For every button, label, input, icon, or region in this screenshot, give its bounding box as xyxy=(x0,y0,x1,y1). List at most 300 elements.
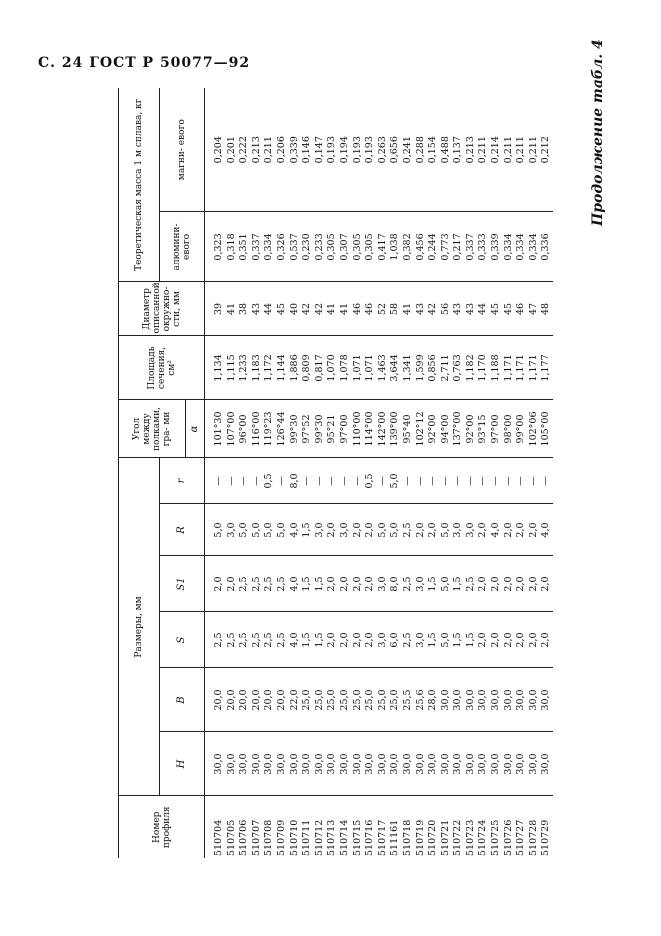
cell-H: 30,0 xyxy=(465,732,478,796)
cell-R: 5,0 xyxy=(205,504,226,556)
cell-B: 20,0 xyxy=(226,668,239,732)
cell-r: — xyxy=(415,458,428,504)
cell-B: 30,0 xyxy=(465,668,478,732)
cell-area: 1,182 xyxy=(465,336,478,400)
table-row xyxy=(389,88,402,858)
cell-angle: 95°40 xyxy=(402,400,415,458)
cell-profile: 510717 xyxy=(376,819,388,856)
cell-mg: 0,241 xyxy=(402,88,415,212)
header-aluminium: алюмини- евого xyxy=(160,212,205,282)
cell-H: 30,0 xyxy=(251,732,264,796)
cell-H: 30,0 xyxy=(314,732,327,796)
cell-R: 2,5 xyxy=(402,504,415,556)
cell-R: 1,5 xyxy=(301,504,314,556)
cell-mg: 0,288 xyxy=(415,88,428,212)
cell-al: 0,537 xyxy=(289,212,302,282)
cell-S: 2,0 xyxy=(528,612,541,668)
cell-S1: 2,0 xyxy=(540,556,553,612)
cell-R: 2,0 xyxy=(415,504,428,556)
cell-profile: 510716 xyxy=(364,819,376,856)
cell-diam: 42 xyxy=(301,282,314,336)
table-row xyxy=(440,88,453,858)
cell-al: 0,382 xyxy=(402,212,415,282)
cell-mg: 0,146 xyxy=(301,88,314,212)
cell-angle: 97°00 xyxy=(339,400,352,458)
cell-B: 30,0 xyxy=(452,668,465,732)
cell-angle: 142°00 xyxy=(377,400,390,458)
table-row xyxy=(515,88,528,858)
profile-table xyxy=(118,88,553,858)
cell-diam: 41 xyxy=(339,282,352,336)
cell-R: 5,0 xyxy=(276,504,289,556)
cell-profile: 510720 xyxy=(427,819,439,856)
cell-area: 1,115 xyxy=(226,336,239,400)
cell-area: 1,144 xyxy=(276,336,289,400)
cell-r: — xyxy=(528,458,541,504)
cell-S: 2,5 xyxy=(402,612,415,668)
cell-area: 0,763 xyxy=(452,336,465,400)
cell-profile: 510719 xyxy=(414,819,426,856)
cell-H: 30,0 xyxy=(402,732,415,796)
cell-angle: 98°00 xyxy=(503,400,516,458)
cell-S: 2,0 xyxy=(477,612,490,668)
cell-r: 5,0 xyxy=(389,458,402,504)
cell-area: 1,078 xyxy=(339,336,352,400)
cell-profile: 510709 xyxy=(275,819,287,856)
cell-mg: 0,193 xyxy=(352,88,365,212)
cell-angle: 92°00 xyxy=(465,400,478,458)
cell-diam: 46 xyxy=(364,282,377,336)
cell-al: 0,337 xyxy=(251,212,264,282)
cell-mg: 0,263 xyxy=(377,88,390,212)
cell-R: 2,0 xyxy=(427,504,440,556)
cell-R: 2,0 xyxy=(352,504,365,556)
cell-area: 1,341 xyxy=(402,336,415,400)
cell-S: 2,5 xyxy=(205,612,226,668)
cell-mg: 0,193 xyxy=(326,88,339,212)
cell-profile: 510708 xyxy=(263,819,275,856)
cell-B: 22,0 xyxy=(289,668,302,732)
cell-H: 30,0 xyxy=(326,732,339,796)
cell-B: 30,0 xyxy=(503,668,516,732)
cell-R: 3,0 xyxy=(314,504,327,556)
cell-R: 5,0 xyxy=(377,504,390,556)
cell-al: 0,334 xyxy=(503,212,516,282)
cell-R: 3,0 xyxy=(226,504,239,556)
table-row xyxy=(540,88,553,858)
table-row xyxy=(205,88,226,858)
header-alpha: α xyxy=(186,400,205,458)
cell-area: 1,134 xyxy=(205,336,226,400)
cell-B: 30,0 xyxy=(540,668,553,732)
cell-mg: 0,214 xyxy=(490,88,503,212)
cell-B: 20,0 xyxy=(251,668,264,732)
table-row xyxy=(326,88,339,858)
cell-al: 0,334 xyxy=(528,212,541,282)
header-R: R xyxy=(160,504,205,556)
cell-al: 0,305 xyxy=(364,212,377,282)
cell-profile: 510726 xyxy=(502,819,514,856)
cell-S1: 2,0 xyxy=(226,556,239,612)
cell-S1: 2,0 xyxy=(477,556,490,612)
cell-area: 1,171 xyxy=(515,336,528,400)
cell-B: 20,0 xyxy=(263,668,276,732)
cell-R: 2,0 xyxy=(477,504,490,556)
header-area: Площадь сечения, см² xyxy=(119,336,205,400)
cell-profile: 510723 xyxy=(464,819,476,856)
cell-al: 0,217 xyxy=(452,212,465,282)
cell-r: — xyxy=(276,458,289,504)
cell-B: 25,0 xyxy=(326,668,339,732)
cell-area: 1,172 xyxy=(263,336,276,400)
cell-al: 0,334 xyxy=(515,212,528,282)
cell-H: 30,0 xyxy=(276,732,289,796)
cell-H: 30,0 xyxy=(205,732,226,796)
cell-area: 1,070 xyxy=(326,336,339,400)
cell-H: 30,0 xyxy=(352,732,365,796)
cell-mg: 0,201 xyxy=(226,88,239,212)
cell-area: 0,817 xyxy=(314,336,327,400)
cell-diam: 38 xyxy=(238,282,251,336)
table-row xyxy=(238,88,251,858)
cell-al: 0,244 xyxy=(427,212,440,282)
cell-al: 0,351 xyxy=(238,212,251,282)
cell-S: 1,5 xyxy=(427,612,440,668)
cell-diam: 46 xyxy=(515,282,528,336)
cell-al: 0,233 xyxy=(314,212,327,282)
cell-S: 2,0 xyxy=(352,612,365,668)
cell-area: 1,183 xyxy=(251,336,264,400)
cell-R: 5,0 xyxy=(440,504,453,556)
cell-area: 1,599 xyxy=(415,336,428,400)
cell-S1: 1,5 xyxy=(314,556,327,612)
cell-S: 2,0 xyxy=(326,612,339,668)
cell-R: 3,0 xyxy=(339,504,352,556)
cell-angle: 110°00 xyxy=(352,400,365,458)
cell-R: 2,0 xyxy=(364,504,377,556)
cell-angle: 99°30 xyxy=(289,400,302,458)
cell-S: 2,0 xyxy=(490,612,503,668)
cell-R: 5,0 xyxy=(251,504,264,556)
cell-B: 25,6 xyxy=(415,668,428,732)
cell-r: — xyxy=(427,458,440,504)
cell-H: 30,0 xyxy=(540,732,553,796)
cell-S1: 2,0 xyxy=(503,556,516,612)
cell-area: 3,644 xyxy=(389,336,402,400)
cell-r: — xyxy=(251,458,264,504)
cell-S1: 8,0 xyxy=(389,556,402,612)
cell-al: 0,318 xyxy=(226,212,239,282)
cell-S1: 2,5 xyxy=(402,556,415,612)
cell-S: 1,5 xyxy=(314,612,327,668)
cell-r: 8,0 xyxy=(289,458,302,504)
cell-angle: 92°00 xyxy=(427,400,440,458)
cell-diam: 42 xyxy=(427,282,440,336)
cell-B: 25,0 xyxy=(377,668,390,732)
cell-angle: 114°00 xyxy=(364,400,377,458)
cell-S: 1,5 xyxy=(465,612,478,668)
cell-S: 2,0 xyxy=(364,612,377,668)
cell-mg: 0,339 xyxy=(289,88,302,212)
table-row xyxy=(528,88,541,858)
cell-profile: 511161 xyxy=(389,819,401,856)
cell-H: 30,0 xyxy=(263,732,276,796)
cell-S: 3,0 xyxy=(415,612,428,668)
cell-H: 30,0 xyxy=(226,732,239,796)
cell-r: 0,5 xyxy=(364,458,377,504)
cell-H: 30,0 xyxy=(415,732,428,796)
cell-S: 2,5 xyxy=(226,612,239,668)
cell-profile: 510705 xyxy=(225,819,237,856)
cell-mg: 0,211 xyxy=(515,88,528,212)
header-profile: Номер профиля xyxy=(119,796,205,858)
cell-profile: 510707 xyxy=(250,819,262,856)
table-row xyxy=(427,88,440,858)
cell-S1: 3,0 xyxy=(377,556,390,612)
cell-area: 1,233 xyxy=(238,336,251,400)
cell-area: 1,177 xyxy=(540,336,553,400)
cell-al: 0,333 xyxy=(477,212,490,282)
cell-r: — xyxy=(339,458,352,504)
cell-diam: 46 xyxy=(352,282,365,336)
cell-profile: 510712 xyxy=(313,819,325,856)
cell-al: 0,773 xyxy=(440,212,453,282)
cell-mg: 0,211 xyxy=(263,88,276,212)
cell-r: — xyxy=(402,458,415,504)
cell-H: 30,0 xyxy=(452,732,465,796)
cell-mg: 0,211 xyxy=(503,88,516,212)
cell-angle: 95°21 xyxy=(326,400,339,458)
cell-S: 1,5 xyxy=(452,612,465,668)
cell-al: 0,336 xyxy=(540,212,553,282)
cell-mg: 0,211 xyxy=(477,88,490,212)
header-r: r xyxy=(160,458,205,504)
cell-al: 0,334 xyxy=(263,212,276,282)
cell-B: 30,0 xyxy=(477,668,490,732)
cell-B: 30,0 xyxy=(515,668,528,732)
cell-profile: 510721 xyxy=(439,819,451,856)
cell-al: 1,038 xyxy=(389,212,402,282)
cell-H: 30,0 xyxy=(528,732,541,796)
cell-H: 30,0 xyxy=(440,732,453,796)
cell-R: 2,0 xyxy=(326,504,339,556)
cell-r: — xyxy=(226,458,239,504)
cell-diam: 45 xyxy=(490,282,503,336)
cell-r: — xyxy=(377,458,390,504)
cell-H: 30,0 xyxy=(477,732,490,796)
cell-angle: 99°00 xyxy=(515,400,528,458)
cell-al: 0,456 xyxy=(415,212,428,282)
cell-S1: 2,0 xyxy=(364,556,377,612)
cell-S: 4,0 xyxy=(289,612,302,668)
cell-al: 0,417 xyxy=(377,212,390,282)
cell-R: 4,0 xyxy=(540,504,553,556)
table-row xyxy=(415,88,428,858)
cell-angle: 101°30 xyxy=(205,400,226,458)
cell-S1: 2,0 xyxy=(205,556,226,612)
cell-angle: 105°00 xyxy=(540,400,553,458)
table-row xyxy=(276,88,289,858)
page-header: С. 24 ГОСТ Р 50077—92 xyxy=(38,55,251,71)
cell-diam: 43 xyxy=(415,282,428,336)
rotated-table-container xyxy=(118,88,604,858)
cell-H: 30,0 xyxy=(377,732,390,796)
cell-R: 2,0 xyxy=(515,504,528,556)
cell-area: 1,171 xyxy=(528,336,541,400)
cell-diam: 45 xyxy=(503,282,516,336)
cell-diam: 44 xyxy=(263,282,276,336)
cell-profile: 510710 xyxy=(288,819,300,856)
cell-S1: 3,0 xyxy=(415,556,428,612)
cell-angle: 97°52 xyxy=(301,400,314,458)
cell-diam: 43 xyxy=(251,282,264,336)
cell-profile: 510711 xyxy=(301,819,313,856)
cell-r: — xyxy=(314,458,327,504)
header-S: S xyxy=(160,612,205,668)
cell-B: 25,5 xyxy=(402,668,415,732)
cell-diam: 48 xyxy=(540,282,553,336)
cell-diam: 43 xyxy=(465,282,478,336)
cell-diam: 41 xyxy=(326,282,339,336)
cell-mg: 0,147 xyxy=(314,88,327,212)
table-row xyxy=(352,88,365,858)
cell-area: 1,071 xyxy=(364,336,377,400)
cell-H: 30,0 xyxy=(339,732,352,796)
cell-mg: 0,488 xyxy=(440,88,453,212)
cell-S: 2,5 xyxy=(238,612,251,668)
cell-R: 5,0 xyxy=(238,504,251,556)
cell-B: 25,0 xyxy=(339,668,352,732)
cell-diam: 39 xyxy=(205,282,226,336)
cell-profile: 510722 xyxy=(452,819,464,856)
table-row xyxy=(452,88,465,858)
cell-B: 20,0 xyxy=(238,668,251,732)
table-caption: Продолжение табл. 4 xyxy=(590,39,606,226)
cell-al: 0,339 xyxy=(490,212,503,282)
cell-profile: 510704 xyxy=(213,819,224,856)
cell-profile: 510715 xyxy=(351,819,363,856)
cell-B: 20,0 xyxy=(205,668,226,732)
cell-mg: 0,212 xyxy=(540,88,553,212)
cell-area: 1,171 xyxy=(503,336,516,400)
header-mass-group: Теоретическая масса 1 м сплава, кг xyxy=(119,88,160,282)
cell-B: 25,0 xyxy=(389,668,402,732)
cell-angle: 93°15 xyxy=(477,400,490,458)
cell-r: — xyxy=(540,458,553,504)
cell-diam: 41 xyxy=(402,282,415,336)
cell-diam: 45 xyxy=(276,282,289,336)
cell-B: 28,0 xyxy=(427,668,440,732)
cell-S1: 2,0 xyxy=(515,556,528,612)
cell-al: 0,305 xyxy=(352,212,365,282)
cell-r: — xyxy=(238,458,251,504)
cell-R: 4,0 xyxy=(490,504,503,556)
cell-area: 2,711 xyxy=(440,336,453,400)
cell-S1: 1,5 xyxy=(452,556,465,612)
cell-B: 25,0 xyxy=(301,668,314,732)
cell-angle: 102°12 xyxy=(415,400,428,458)
cell-R: 2,0 xyxy=(528,504,541,556)
cell-angle: 107°00 xyxy=(226,400,239,458)
header-angle: Угол между полками, гра- ми xyxy=(119,400,186,458)
table-row xyxy=(314,88,327,858)
cell-al: 0,305 xyxy=(326,212,339,282)
cell-diam: 42 xyxy=(314,282,327,336)
cell-diam: 52 xyxy=(377,282,390,336)
cell-profile: 510725 xyxy=(490,819,502,856)
header-diameter: Диаметр описанной окружно- сти, мм xyxy=(119,282,205,336)
cell-mg: 0,211 xyxy=(528,88,541,212)
cell-B: 20,0 xyxy=(276,668,289,732)
cell-diam: 40 xyxy=(289,282,302,336)
cell-S1: 2,0 xyxy=(352,556,365,612)
cell-R: 3,0 xyxy=(452,504,465,556)
cell-mg: 0,656 xyxy=(389,88,402,212)
header-B: B xyxy=(160,668,205,732)
table-row xyxy=(490,88,503,858)
header-magnesium: магни- евого xyxy=(160,88,205,212)
cell-angle: 116°00 xyxy=(251,400,264,458)
cell-S1: 2,0 xyxy=(490,556,503,612)
table-row xyxy=(477,88,490,858)
cell-area: 1,170 xyxy=(477,336,490,400)
cell-area: 1,071 xyxy=(352,336,365,400)
cell-diam: 41 xyxy=(226,282,239,336)
table-row xyxy=(301,88,314,858)
cell-area: 0,809 xyxy=(301,336,314,400)
cell-profile: 510724 xyxy=(477,819,489,856)
cell-R: 5,0 xyxy=(389,504,402,556)
cell-H: 30,0 xyxy=(289,732,302,796)
cell-area: 1,463 xyxy=(377,336,390,400)
cell-S1: 4,0 xyxy=(289,556,302,612)
cell-S: 2,5 xyxy=(251,612,264,668)
cell-angle: 139°00 xyxy=(389,400,402,458)
cell-S1: 2,5 xyxy=(465,556,478,612)
cell-S1: 2,0 xyxy=(339,556,352,612)
table-row xyxy=(251,88,264,858)
cell-S: 5,0 xyxy=(440,612,453,668)
table-row xyxy=(402,88,415,858)
cell-S: 2,0 xyxy=(503,612,516,668)
cell-B: 25,0 xyxy=(364,668,377,732)
cell-diam: 47 xyxy=(528,282,541,336)
cell-H: 30,0 xyxy=(427,732,440,796)
cell-B: 25,0 xyxy=(352,668,365,732)
cell-r: — xyxy=(503,458,516,504)
cell-mg: 0,154 xyxy=(427,88,440,212)
cell-S: 6,0 xyxy=(389,612,402,668)
cell-diam: 44 xyxy=(477,282,490,336)
cell-angle: 137°00 xyxy=(452,400,465,458)
cell-profile: 510714 xyxy=(338,819,350,856)
cell-mg: 0,194 xyxy=(339,88,352,212)
table-row xyxy=(289,88,302,858)
table-body xyxy=(205,88,554,858)
cell-profile: 510706 xyxy=(238,819,250,856)
cell-area: 0,856 xyxy=(427,336,440,400)
cell-S1: 2,0 xyxy=(326,556,339,612)
cell-r: — xyxy=(515,458,528,504)
cell-r: — xyxy=(440,458,453,504)
cell-mg: 0,193 xyxy=(364,88,377,212)
cell-r: — xyxy=(301,458,314,504)
table-row xyxy=(465,88,478,858)
cell-B: 30,0 xyxy=(528,668,541,732)
cell-angle: 97°00 xyxy=(490,400,503,458)
cell-S1: 2,5 xyxy=(238,556,251,612)
cell-mg: 0,213 xyxy=(251,88,264,212)
